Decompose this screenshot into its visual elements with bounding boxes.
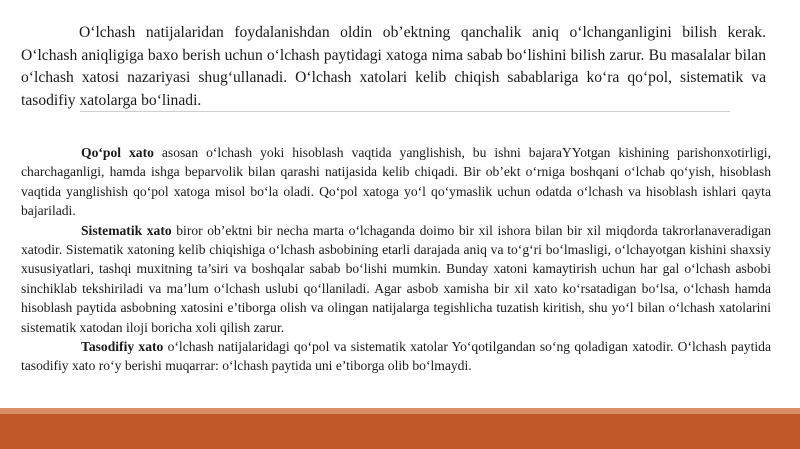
term-gross-error: Qo‘pol xato: [81, 145, 154, 160]
paragraph-random-error: [21, 337, 771, 376]
intro-paragraph: O‘lchash natijalaridan foydalanishdan oldin ob’ektning qanchalik aniq o‘lchanganligini bilish kerak. O‘lchash aniqligiga baxo berish uchun o‘lchash paytidagi xatoga nima sabab bo‘lishini bilish zarur. Bu masalalar bilan o‘lchash xatosi nazariyasi shug‘ullanadi. O‘lchash xatolari kelib chiqish sabablariga ko‘ra qo‘pol, sistematik va tasodifiy xatolarga bo‘linadi.: [21, 24, 766, 109]
term-systematic-error: Sistematik xato: [81, 222, 172, 238]
divider-line: [80, 111, 730, 112]
footer-bar: [0, 414, 800, 449]
paragraph-gross-error: [21, 143, 771, 221]
text-systematic-error: biror ob’ektni bir necha marta o‘lchaganda doimo bir xil ishora bilan bir xil miqdorda takrorlanaveradigan xatodir. Sistematik xatoning kelib chiqishiga o‘lchash asbobining etarli darajada aniq va to‘g‘ri bo‘lmasligi, o‘lchayotgan kishini shaxsiy xususiyatlari, tashqi muxitning ta’siri va boshqalar sabab bo‘lishi mumkin. Bunday xatoni kamaytirish uchun har gal o‘lchash asbobi sinchiklab tekshiriladi va ma’lum o‘lchash uslubi qo‘llaniladi. Agar asbob xamisha bir xil xato ko‘rsatadigan bo‘lsa, o‘lchash hamda hisoblash paytida asbobning xatosini e’tiborga olish va olingan natijalarga tegishlicha tuzatish kiritish, shu yo‘l bilan o‘lchash xatolarini sistematik xatodan iloji boricha xoli qilish zarur.: [21, 222, 771, 335]
paragraph-systematic-error: [21, 221, 771, 337]
text-gross-error: asosan o‘lchash yoki hisoblash vaqtida yanglishish, bu ishni bajaraYYotgan kishining parishonxotirligi, charchaganligi, hamda ishga beparvolik bilan qarashi natijasida kelib chiqadi. Bir ob’ekt o‘rniga boshqani o‘lchab qo‘yish, hisoblash vaqtida yanglishish qo‘pol xatoga misol bo‘la oladi. Qo‘pol xatoga yo‘l qo‘ymaslik uchun odatda o‘lchash va hisoblash ishlari qayta bajariladi.: [21, 145, 771, 219]
text-random-error: o‘lchash natijalaridagi qo‘pol va sistematik xatolar Yo‘qotilgandan so‘ng qoladigan xatodir. O‘lchash paytida tasodifiy xato ro‘y berishi muqarrar: o‘lchash paytida uni e’tiborga olib bo‘lmaydi.: [21, 339, 771, 374]
term-random-error: Tasodifiy xato: [81, 339, 164, 355]
definitions-block: [21, 143, 771, 376]
